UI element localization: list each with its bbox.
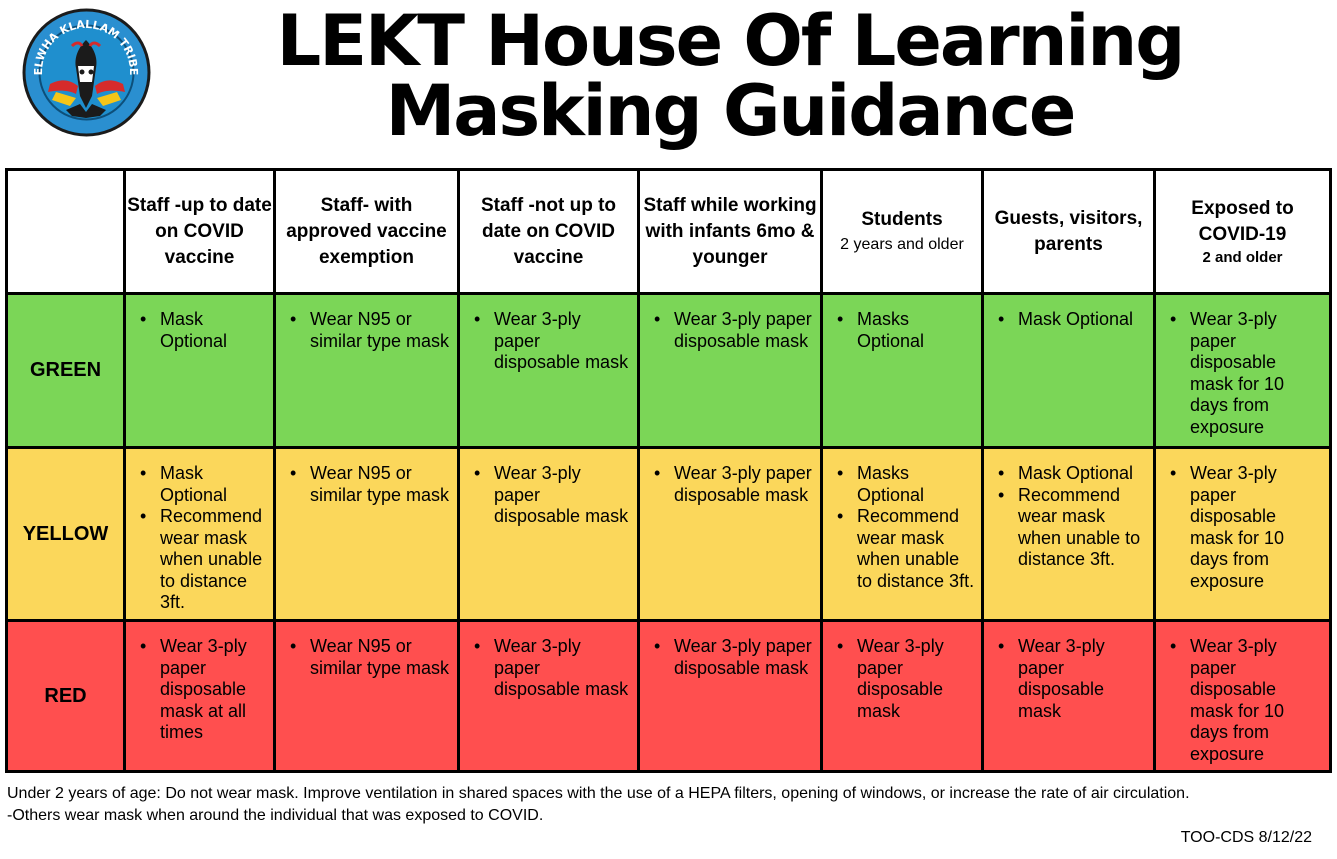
table-row-red	[7, 621, 1331, 772]
guidance-list	[640, 449, 820, 506]
page-title	[230, 0, 1230, 152]
guidance-list	[1156, 295, 1329, 438]
guidance-cell	[275, 621, 459, 772]
guidance-cell	[983, 621, 1155, 772]
footer-note-1: Under 2 years of age: Do not wear mask. Improve ventilation in shared spaces with the use of a HEPA filters, opening of windows, or increase the rate of air circulation.	[7, 785, 1190, 802]
title-line-1: LEKT House Of Learning	[276, 0, 1184, 82]
guidance-item: • Wear 3-ply paper disposable mask for 10 days from exposure	[1190, 309, 1323, 438]
guidance-cell	[639, 448, 822, 621]
header-cell-empty	[7, 170, 125, 294]
guidance-item: • Wear 3-ply paper disposable mask	[1018, 636, 1147, 722]
guidance-cell	[983, 294, 1155, 448]
guidance-cell	[822, 448, 983, 621]
guidance-cell	[639, 621, 822, 772]
guidance-list	[823, 295, 981, 352]
footer-note-2: -Others wear mask when around the individual that was exposed to COVID.	[7, 807, 544, 824]
guidance-cell	[1155, 621, 1331, 772]
guidance-list	[276, 295, 457, 352]
header-staff-exemption	[275, 170, 459, 294]
masking-guidance-table	[5, 168, 1332, 773]
table-row-yellow	[7, 448, 1331, 621]
guidance-list	[276, 622, 457, 679]
document-code: TOO-CDS 8/12/22	[1180, 829, 1312, 846]
guidance-list	[460, 449, 637, 528]
guidance-cell	[822, 621, 983, 772]
guidance-cell	[639, 294, 822, 448]
header-sub: 2 and older	[1202, 248, 1283, 266]
logo-text: ELWHA KLALLAM TRIBE	[31, 17, 141, 76]
header-staff-infants	[639, 170, 822, 294]
header-label: Staff -up to date on COVID vaccine	[127, 194, 272, 268]
header-guests	[983, 170, 1155, 294]
header-label: Students	[861, 208, 943, 230]
header-label: Staff -not up to date on COVID vaccine	[480, 194, 617, 268]
header-label: Exposed to COVID-19	[1191, 197, 1294, 245]
guidance-cell	[125, 621, 275, 772]
header-label: Staff while working with infants 6mo & younger	[643, 194, 817, 268]
guidance-item: • Mask Optional	[1018, 309, 1147, 331]
guidance-list	[126, 295, 273, 352]
guidance-list	[984, 449, 1153, 571]
level-label: YELLOW	[7, 448, 125, 621]
guidance-item: • Recommend wear mask when unable to distance 3ft.	[160, 506, 267, 614]
guidance-item: • Wear N95 or similar type mask	[310, 309, 451, 352]
tribe-seal-icon	[20, 6, 153, 139]
header-exposed	[1155, 170, 1331, 294]
footer-notes	[7, 783, 1190, 827]
guidance-list	[460, 295, 637, 374]
header-label: Staff- with approved vaccine exemption	[286, 194, 447, 268]
guidance-list	[984, 295, 1153, 331]
guidance-cell	[1155, 448, 1331, 621]
guidance-item: • Masks Optional	[857, 463, 975, 506]
level-label: GREEN	[7, 294, 125, 448]
guidance-item: • Wear 3-ply paper disposable mask	[494, 309, 631, 374]
guidance-cell	[125, 294, 275, 448]
guidance-list	[460, 622, 637, 701]
guidance-item: • Mask Optional	[160, 309, 267, 352]
header-label: Guests, visitors, parents	[994, 207, 1143, 255]
guidance-item: • Wear N95 or similar type mask	[310, 463, 451, 506]
guidance-list	[1156, 449, 1329, 592]
guidance-list	[126, 622, 273, 744]
guidance-list	[276, 449, 457, 506]
guidance-list	[823, 622, 981, 722]
guidance-item: • Wear 3-ply paper disposable mask	[857, 636, 975, 722]
table-header-row	[7, 170, 1331, 294]
table-row-green	[7, 294, 1331, 448]
guidance-item: • Wear 3-ply paper disposable mask	[674, 463, 814, 506]
guidance-cell	[275, 294, 459, 448]
guidance-list	[1156, 622, 1329, 765]
guidance-item: • Mask Optional	[160, 463, 267, 506]
guidance-list	[640, 295, 820, 352]
guidance-item: • Wear 3-ply paper disposable mask for 10 days from exposure	[1190, 463, 1323, 592]
guidance-list	[984, 622, 1153, 722]
header-staff-not-up-to-date	[459, 170, 639, 294]
guidance-list	[823, 449, 981, 592]
guidance-item: • Wear 3-ply paper disposable mask at all times	[160, 636, 267, 744]
guidance-cell	[983, 448, 1155, 621]
guidance-list	[640, 622, 820, 679]
guidance-cell	[125, 448, 275, 621]
header-students	[822, 170, 983, 294]
guidance-cell	[275, 448, 459, 621]
guidance-item: • Mask Optional	[1018, 463, 1147, 485]
guidance-cell	[822, 294, 983, 448]
guidance-cell	[459, 448, 639, 621]
guidance-item: • Wear 3-ply paper disposable mask	[674, 636, 814, 679]
guidance-cell	[459, 621, 639, 772]
guidance-cell	[1155, 294, 1331, 448]
level-label: RED	[7, 621, 125, 772]
guidance-item: • Recommend wear mask when unable to distance 3ft.	[857, 506, 975, 592]
guidance-item: • Wear 3-ply paper disposable mask for 10 days from exposure	[1190, 636, 1323, 765]
guidance-item: • Wear N95 or similar type mask	[310, 636, 451, 679]
guidance-item: • Recommend wear mask when unable to distance 3ft.	[1018, 485, 1147, 571]
guidance-item: • Wear 3-ply paper disposable mask	[494, 636, 631, 701]
guidance-item: • Wear 3-ply paper disposable mask	[674, 309, 814, 352]
guidance-cell	[459, 294, 639, 448]
elwha-klallam-tribe-logo	[20, 6, 153, 139]
guidance-list	[126, 449, 273, 614]
header-sub: 2 years and older	[840, 235, 964, 253]
guidance-item: • Wear 3-ply paper disposable mask	[494, 463, 631, 528]
header-staff-up-to-date	[125, 170, 275, 294]
guidance-item: • Masks Optional	[857, 309, 975, 352]
title-line-2: Masking Guidance	[385, 70, 1075, 152]
